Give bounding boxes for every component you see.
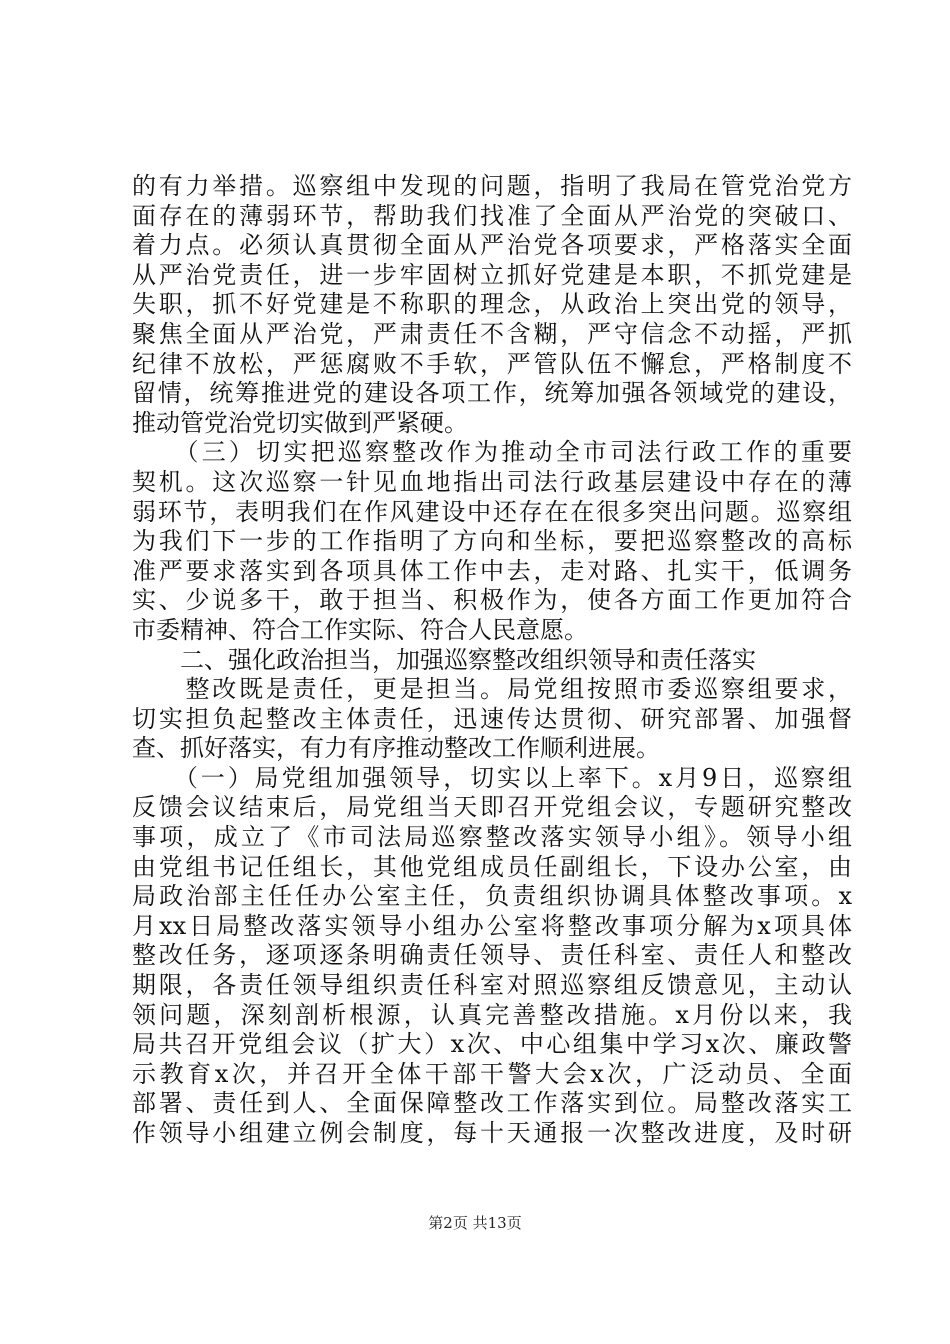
text-line: 的有力举措。巡察组中发现的问题，指明了我局在管党治党方	[132, 172, 852, 200]
text-line: 实、少说多干，敢于担当、积极作为，使各方面工作更加符合	[132, 586, 852, 615]
text-line: 查、抓好落实，有力有序推动整改工作顺利进展。	[132, 734, 660, 763]
document-body	[132, 172, 852, 1149]
text-line: 为我们下一步的工作指明了方向和坐标，要把巡察整改的高标	[132, 527, 852, 556]
text-line: 从严治党责任，进一步牢固树立抓好党建是本职，不抓党建是	[132, 260, 852, 289]
text-line: 局共召开党组会议（扩大）x次、中心组集中学习x次、廉政警	[132, 1030, 852, 1059]
text-line: 聚焦全面从严治党，严肃责任不含糊，严守信念不动摇，严抓	[132, 319, 852, 348]
text-line: 领问题，深刻剖析根源，认真完善整改措施。x月份以来，我	[132, 1000, 852, 1029]
text-line: 准严要求落实到各项具体工作中去，走对路、扎实干，低调务	[132, 556, 852, 585]
text-line: 面存在的薄弱环节，帮助我们找准了全面从严治党的突破口、	[132, 201, 852, 230]
text-line: 由党组书记任组长，其他党组成员任副组长，下设办公室，由	[132, 852, 852, 881]
text-line: 留情，统筹推进党的建设各项工作，统筹加强各领域党的建设，	[132, 379, 852, 408]
page-footer: 第2页 共13页	[428, 1214, 522, 1232]
text-line: 切实担负起整改主体责任，迅速传达贯彻、研究部署、加强督	[132, 704, 852, 733]
text-line: 作领导小组建立例会制度，每十天通报一次整改进度，及时研	[132, 1119, 852, 1147]
text-line: 示教育x次，并召开全体干部干警大会x次，广泛动员、全面	[132, 1059, 852, 1088]
text-line: 市委精神、符合工作实际、符合人民意愿。	[132, 615, 588, 644]
text-line: 纪律不放松，严惩腐败不手软，严管队伍不懈怠，严格制度不	[132, 349, 852, 378]
text-line: 整改既是责任，更是担当。局党组按照市委巡察组要求，	[132, 675, 852, 704]
text-line: 弱环节，表明我们在作风建设中还存在在很多突出问题。巡察组	[132, 497, 852, 526]
text-line: （一）局党组加强领导，切实以上率下。x月9日，巡察组	[132, 763, 852, 792]
text-line: 月xx日局整改落实领导小组办公室将整改事项分解为x项具体	[132, 911, 852, 940]
text-line: 期限，各责任领导组织责任科室对照巡察组反馈意见，主动认	[132, 971, 852, 1000]
text-line: 局政治部主任任办公室主任，负责组织协调具体整改事项。x	[132, 882, 852, 911]
text-line: 二、强化政治担当，加强巡察整改组织领导和责任落实	[132, 645, 756, 674]
text-line: 契机。这次巡察一针见血地指出司法行政基层建设中存在的薄	[132, 467, 852, 496]
text-line: （三）切实把巡察整改作为推动全市司法行政工作的重要	[132, 438, 852, 467]
text-line: 整改任务，逐项逐条明确责任领导、责任科室、责任人和整改	[132, 941, 852, 970]
text-line: 推动管党治党切实做到严紧硬。	[132, 408, 468, 437]
text-line: 失职，抓不好党建是不称职的理念，从政治上突出党的领导，	[132, 290, 852, 319]
text-line: 部署、责任到人、全面保障整改工作落实到位。局整改落实工	[132, 1089, 852, 1118]
text-line: 事项，成立了《市司法局巡察整改落实领导小组》。领导小组	[132, 823, 852, 852]
text-line: 着力点。必须认真贯彻全面从严治党各项要求，严格落实全面	[132, 231, 852, 260]
text-line: 反馈会议结束后，局党组当天即召开党组会议，专题研究整改	[132, 793, 852, 822]
